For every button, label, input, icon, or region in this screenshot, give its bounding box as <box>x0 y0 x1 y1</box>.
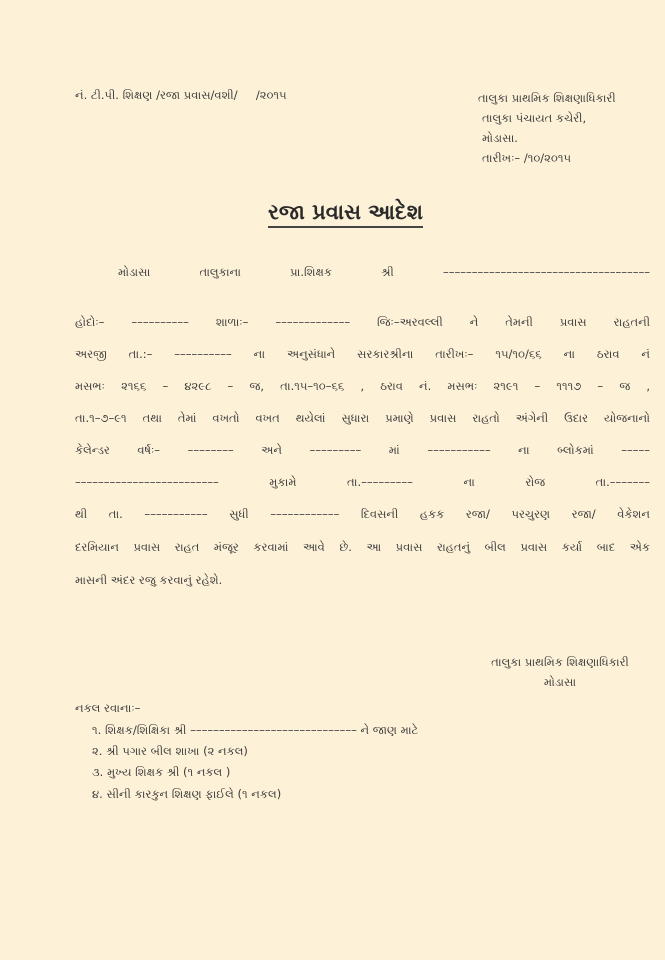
body-line: હોદોઃ– –––––––––– શાળાઃ– ––––––––––––– જિઃ–અરવલ્લી ને તેમની પ્રવાસ રાહતની <box>75 315 650 329</box>
body-line: દરમિયાન પ્રવાસ રાહત મંજૂર કરવામાં આવે છે. આ પ્રવાસ રાહતનું બીલ પ્રવાસ કર્યા બાદ એક <box>75 540 650 554</box>
copy-item: ૨. શ્રી પગાર બીલ શાખા (૨ નકલ) <box>92 744 248 758</box>
signature-designation: તાલુકા પ્રાથમિક શિક્ષણાધિકારી <box>491 655 629 669</box>
body-line: અરજી તા.:– –––––––––– ના અનુસંધાને સરકારશ્રીના તારીખઃ– ૧૫/૧૦/૬૬ ના ઠરાવ નં <box>75 347 650 361</box>
body-line: માસની અંદર રજુ કરવાનું રહેશે. <box>75 573 223 587</box>
copy-item: ૧. શિક્ષક/શિક્ષિકા શ્રી ––––––––––––––––––––––––––––– ને જાણ માટે <box>92 723 419 737</box>
reference-number: નં. ટી.પી. શિક્ષણ /રજા પ્રવાસ/વશી/ /૨૦૧૫ <box>75 88 287 102</box>
body-line: થી તા. ––––––––––– સુધી –––––––––––– દિવસની હકક રજા/ પરચુરણ રજા/ વેકેશન <box>75 507 650 521</box>
copy-item: ૩. મુખ્ય શિક્ષક શ્રી (૧ નકલ ) <box>92 765 231 779</box>
body-line: કેલેન્ડર વર્ષઃ– –––––––– અને ––––––––– માં ––––––––––– ના બ્લોકમાં ––––– <box>75 443 650 457</box>
body-line: મોડાસા તાલુકાના પ્રા.શિક્ષક શ્રી –––––––––––––––––––––––––––––––––––– <box>118 265 650 279</box>
office-address: તાલુકા પંચાયત કચેરી, <box>482 111 587 125</box>
order-date: તારીખઃ– /૧૦/૨૦૧૫ <box>482 151 572 165</box>
signature-place: મોડાસા <box>543 675 577 689</box>
office-city: મોડાસા. <box>482 131 518 145</box>
body-line: ––––––––––––––––––––––––– મુકામે તા.––––––––– ના રોજ તા.––––––– <box>75 475 650 489</box>
page-title: રજા પ્રવાસ આદેશ <box>268 200 423 228</box>
copy-item: ૪. સીની કારકુન શિક્ષણ ફાઈલે (૧ નકલ) <box>92 787 282 801</box>
body-line: તા.૧–૭–૯૧ તથા તેમાં વખતો વખત થયેલાં સુધારા પ્રમાણે પ્રવાસ રાહતો અંગેની ઉદાર યોજનાનો <box>75 411 650 425</box>
office-designation: તાલુકા પ્રાથમિક શિક્ષણાધિકારી <box>478 91 616 105</box>
body-line: મસભઃ ૨૧૬૬ – ૪૨૯૮ – જ, તા.૧૫–૧૦–૬૬ , ઠરાવ નં. મસભઃ ૨૧૯૧ – ૧૧૧૭ – જ , <box>75 379 650 393</box>
copies-heading: નકલ રવાનાઃ– <box>75 701 141 715</box>
